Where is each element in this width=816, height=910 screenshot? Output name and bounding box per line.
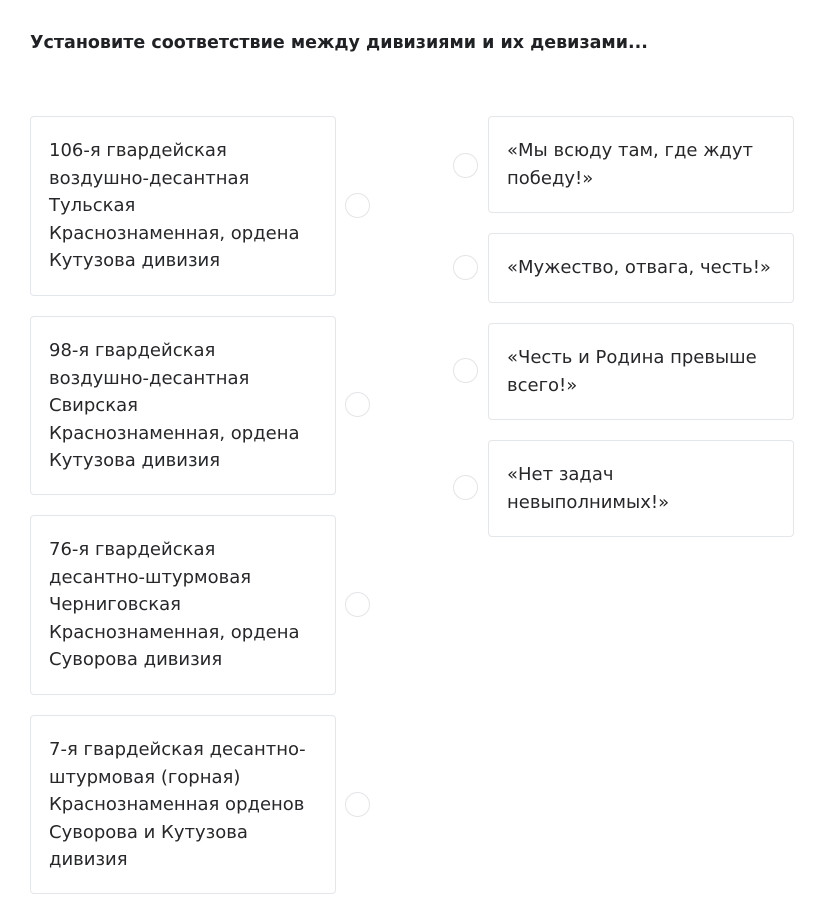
division-106-line-2: воздушно-десантная xyxy=(49,167,250,189)
division-76-line-2: десантно-штурмовая xyxy=(49,566,252,588)
motto-card-2[interactable] xyxy=(488,233,794,303)
division-76-line-4: Краснознаменная, ордена xyxy=(49,621,300,643)
division-98-line-2: воздушно-десантная xyxy=(49,367,250,389)
division-98-line-1: 98-я гвардейская xyxy=(49,340,216,361)
motto-card-4[interactable] xyxy=(488,440,794,537)
division-7-line-5: дивизия xyxy=(49,849,128,870)
division-98-line-4: Краснознаменная, ордена xyxy=(49,422,300,444)
division-card-7[interactable] xyxy=(30,715,336,894)
motto-2-line-1: «Мужество, отвага, честь!» xyxy=(507,257,771,278)
division-76-line-5: Суворова дивизия xyxy=(49,649,223,670)
motto-1-line-1: «Мы всюду там, где ждут xyxy=(507,140,753,161)
motto-1-line-2: победу!» xyxy=(507,167,594,189)
division-76-line-1: 76-я гвардейская xyxy=(49,539,216,560)
division-106-line-1: 106-я гвардейская xyxy=(49,140,227,161)
division-7-radio[interactable] xyxy=(345,792,370,817)
division-98-line-5: Кутузова дивизия xyxy=(49,450,221,471)
motto-4-line-2: невыполнимых!» xyxy=(507,491,670,513)
division-card-98[interactable] xyxy=(30,316,336,495)
division-98-radio[interactable] xyxy=(345,392,370,417)
motto-4-line-1: «Нет задач xyxy=(507,464,614,485)
division-card-76[interactable] xyxy=(30,515,336,695)
division-106-line-3: Тульская xyxy=(49,195,136,216)
motto-3-radio[interactable] xyxy=(453,358,478,383)
division-7-line-3: Краснознаменная орденов xyxy=(49,794,305,815)
division-card-106[interactable] xyxy=(30,116,336,296)
motto-1-radio[interactable] xyxy=(453,153,478,178)
division-76-line-3: Черниговская xyxy=(49,594,182,615)
division-7-line-2: штурмовая (горная) xyxy=(49,766,241,788)
division-7-line-1: 7-я гвардейская десантно- xyxy=(49,739,306,760)
division-76-radio[interactable] xyxy=(345,592,370,617)
motto-2-radio[interactable] xyxy=(453,255,478,280)
motto-3-line-2: всего!» xyxy=(507,374,578,396)
division-7-line-4: Суворова и Кутузова xyxy=(49,821,248,843)
division-106-line-5: Кутузова дивизия xyxy=(49,250,221,271)
division-106-line-4: Краснознаменная, ордена xyxy=(49,222,300,244)
division-106-radio[interactable] xyxy=(345,193,370,218)
question-title: Установите соответствие между дивизиями и их девизами... xyxy=(30,33,648,53)
motto-card-1[interactable] xyxy=(488,116,794,213)
motto-3-line-1: «Честь и Родина превыше xyxy=(507,347,757,368)
motto-4-radio[interactable] xyxy=(453,475,478,500)
division-98-line-3: Свирская xyxy=(49,395,138,416)
motto-card-3[interactable] xyxy=(488,323,794,420)
